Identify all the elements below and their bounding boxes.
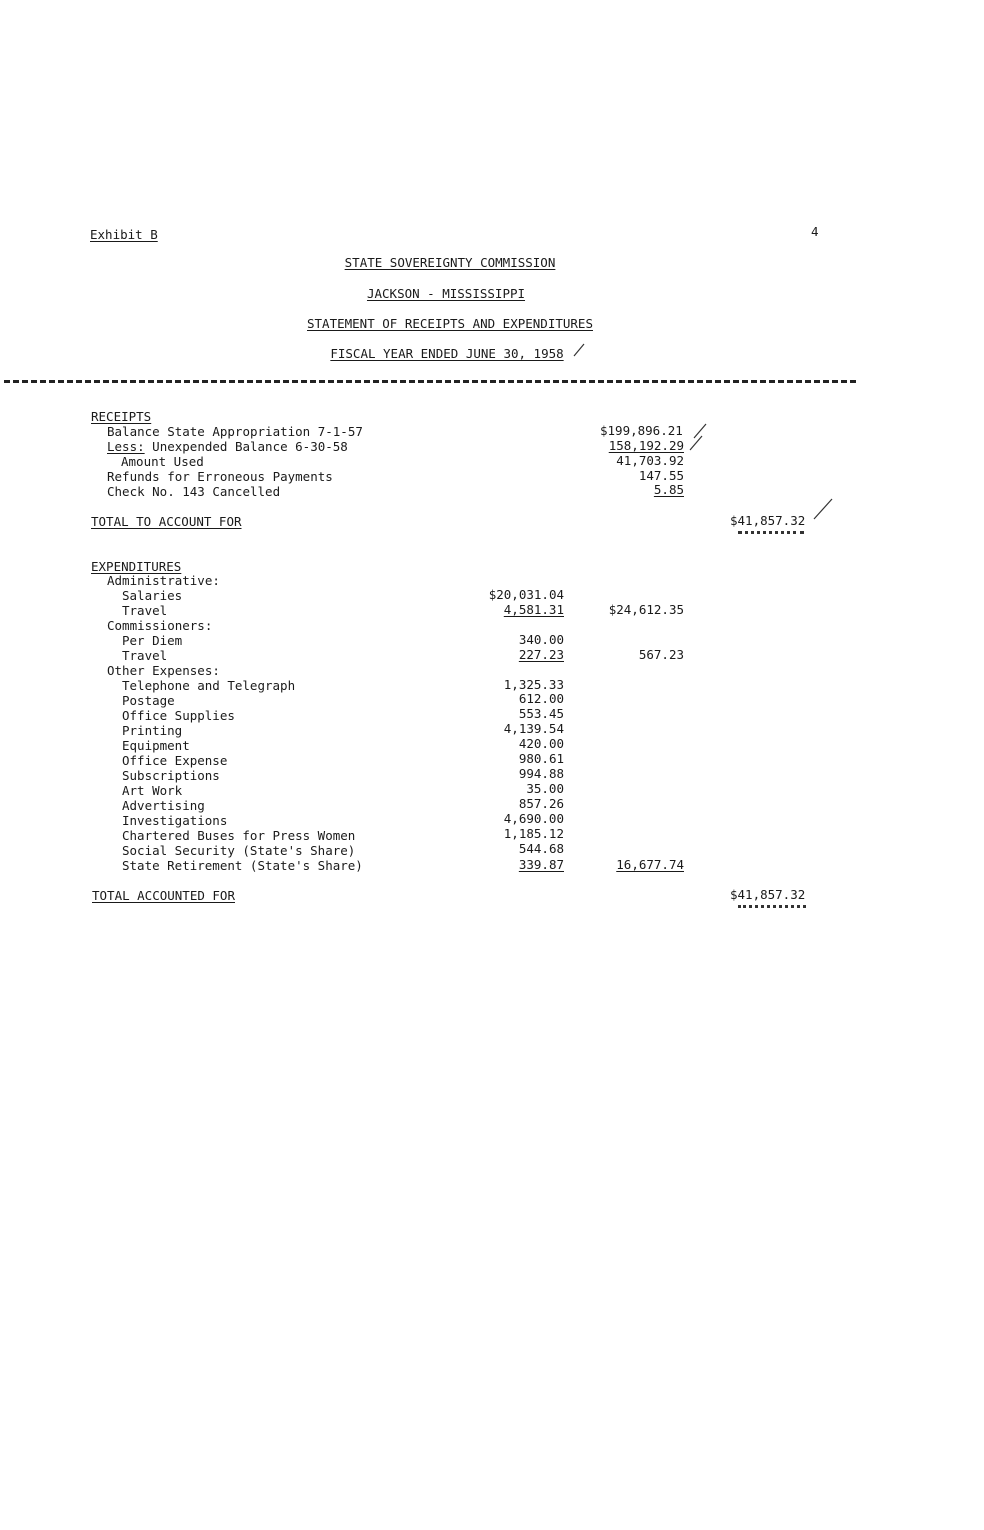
title-fiscal-year: FISCAL YEAR ENDED JUNE 30, 1958 [330,346,564,361]
expense-amount: 227.23 [518,647,564,662]
separator-rule [4,380,856,383]
total-accounted-amount: $41,857.32 [730,887,806,902]
expense-amount: 553.45 [518,706,564,721]
expense-amount: 544.68 [518,841,564,856]
receipt-label: Check No. 143 Cancelled [107,484,281,499]
expense-amount: 612.00 [518,691,564,706]
subtotal-other-expenses: 16,677.74 [616,857,684,872]
receipt-label: Balance State Appropriation 7-1-57 [107,424,363,439]
expense-label: Art Work [122,783,183,798]
category-commissioners: Commissioners: [107,618,213,633]
expense-label: Printing [122,723,183,738]
total-accounted-label: TOTAL ACCOUNTED FOR [92,888,235,903]
expense-label: Salaries [122,588,183,603]
total-to-account-label: TOTAL TO ACCOUNT FOR [91,514,242,529]
title-statement: STATEMENT OF RECEIPTS AND EXPENDITURES [307,316,593,331]
expense-label: Investigations [122,813,228,828]
receipt-label: Amount Used [121,454,204,469]
title-location: JACKSON - MISSISSIPPI [366,286,526,301]
expense-amount: 980.61 [518,751,564,766]
expense-label: Subscriptions [122,768,220,783]
title-commission: STATE SOVEREIGNTY COMMISSION [344,255,556,270]
receipt-amount: 5.85 [653,482,684,497]
expense-label: Office Supplies [122,708,235,723]
less-label: Less: [107,439,145,454]
subtotal-commissioners: 567.23 [638,647,684,662]
receipt-label: Unexpended Balance 6-30-58 [144,439,348,454]
expense-label: Telephone and Telegraph [122,678,296,693]
expense-label: Postage [122,693,175,708]
expense-label: State Retirement (State's Share) [122,858,363,873]
receipts-heading: RECEIPTS [91,409,152,424]
expense-amount: 1,185.12 [503,826,564,841]
total-double-rule [738,531,804,534]
expense-amount: 4,139.54 [503,721,564,736]
total-double-rule [738,905,806,908]
expense-label: Chartered Buses for Press Women [122,828,356,843]
expense-amount: 420.00 [518,736,564,751]
category-other-expenses: Other Expenses: [107,663,220,678]
expense-amount: 4,581.31 [503,602,564,617]
expense-amount: 35.00 [526,781,564,796]
expense-amount: 994.88 [518,766,564,781]
expense-amount: 4,690.00 [503,811,564,826]
total-to-account-amount: $41,857.32 [730,513,806,528]
expense-amount: 857.26 [518,796,564,811]
expense-label: Social Security (State's Share) [122,843,356,858]
expense-label: Per Diem [122,633,183,648]
expense-amount: 1,325.33 [503,677,564,692]
receipt-amount: 158,192.29 [608,438,684,453]
receipt-label-row-2 [107,439,348,454]
expense-label: Travel [122,603,168,618]
receipt-amount: $199,896.21 [600,423,683,438]
expense-label: Advertising [122,798,205,813]
receipt-label: Refunds for Erroneous Payments [107,469,333,484]
receipt-amount: 147.55 [638,468,684,483]
expense-amount: 339.87 [518,857,564,872]
subtotal-administrative: $24,612.35 [608,602,684,617]
expense-amount: 340.00 [518,632,564,647]
receipt-amount: 41,703.92 [616,453,684,468]
exhibit-label: Exhibit B [90,227,158,242]
expense-label: Equipment [122,738,190,753]
expense-amount: $20,031.04 [488,587,564,602]
expenditures-heading: EXPENDITURES [91,559,182,574]
expense-label: Travel [122,648,168,663]
page-number: 4 [811,224,819,239]
expense-label: Office Expense [122,753,228,768]
category-administrative: Administrative: [107,573,220,588]
